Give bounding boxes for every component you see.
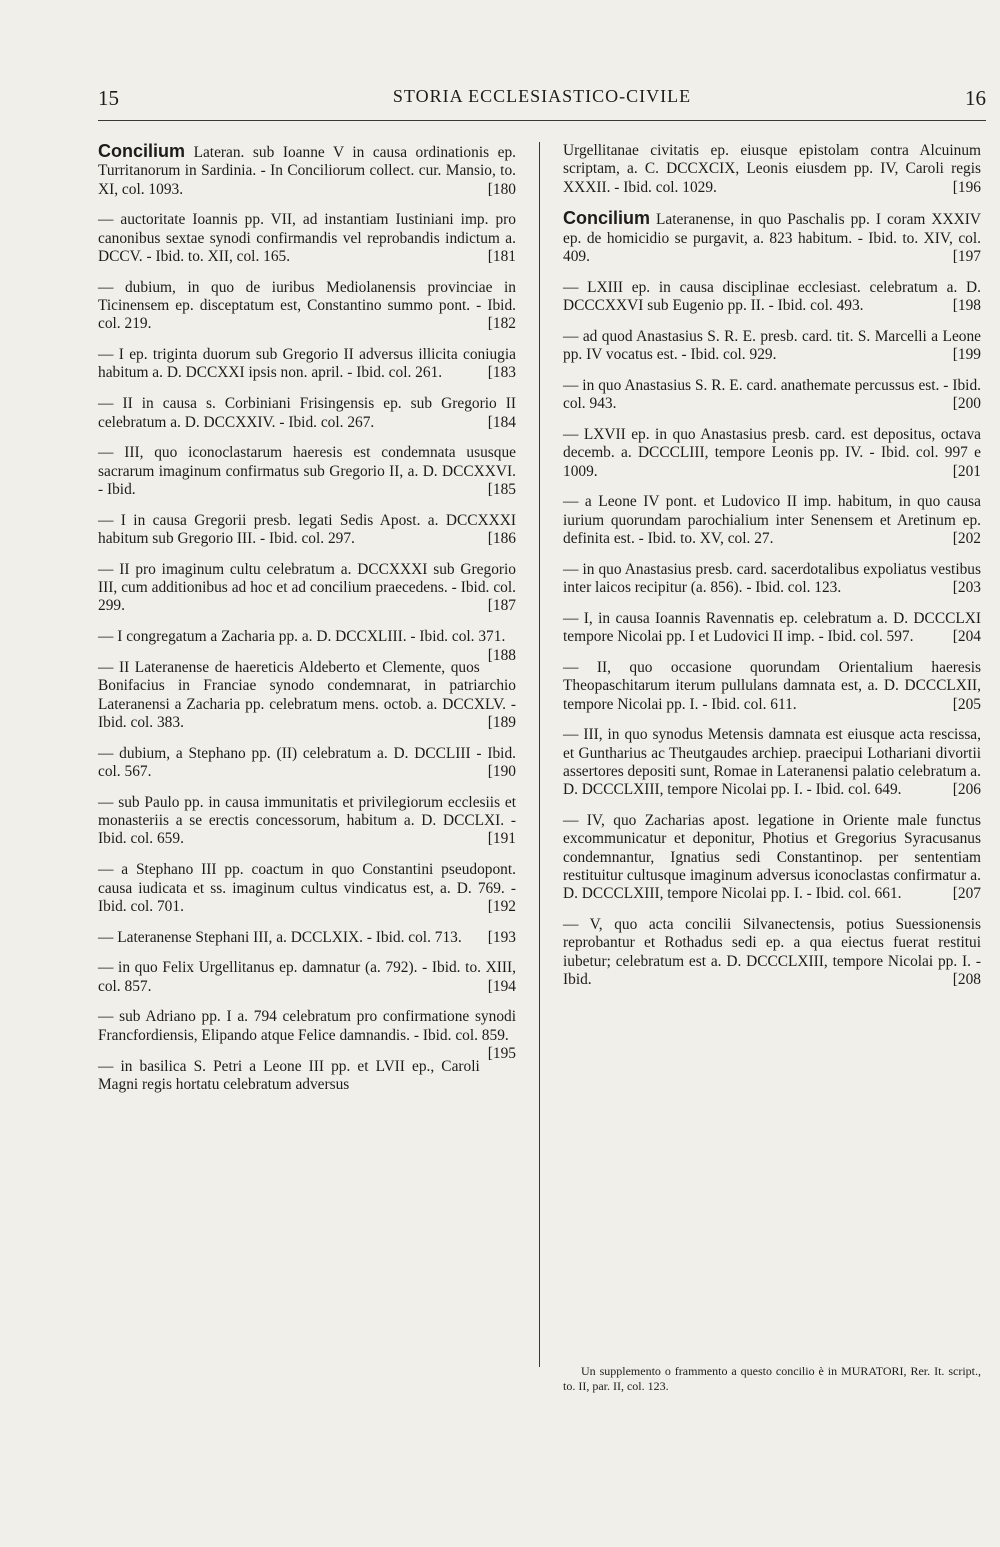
entry-reference-number: [192 bbox=[487, 897, 516, 915]
entry-reference-number: [193 bbox=[487, 928, 516, 946]
entry-text: — IV, quo Zacharias apost. legatione in Oriente male functus excommunicatur et deponitur, Photius et Gregorius Syracusanus condemnantur, Ignatius sedi Constantinop. per sententiam restituitur cultusque imaginum adversus iconoclastas confirmatur a. D. DCCCLXIII, tempore Nicolai pp. I. - Ibid. col. 661. bbox=[563, 812, 981, 903]
entry-reference-number: [196 bbox=[952, 178, 981, 196]
entry-reference-number: [191 bbox=[487, 830, 516, 848]
page-number-right: 16 bbox=[965, 86, 986, 110]
entry-text: — ad quod Anastasius S. R. E. presb. card. tit. S. Marcelli a Leone pp. IV vocatus est. - Ibid. col. 929. bbox=[563, 327, 981, 364]
entry-reference-number: [184 bbox=[487, 413, 516, 431]
entry-reference-number: [205 bbox=[952, 695, 981, 713]
index-entry bbox=[563, 142, 981, 197]
entry-text: — dubium, in quo de iuribus Mediolanensis provinciae in Ticinensem ep. disceptatum est, Constantino summo pont. - Ibid. col. 219. bbox=[98, 278, 516, 333]
index-entry bbox=[563, 916, 981, 989]
index-entry bbox=[98, 444, 516, 499]
page-number-left: 15 bbox=[98, 86, 119, 110]
entry-reference-number: [197 bbox=[952, 247, 981, 265]
entry-reference-number: [189 bbox=[487, 713, 516, 731]
entry-reference-number: [182 bbox=[487, 315, 516, 333]
entry-reference-number: [200 bbox=[952, 395, 981, 413]
entry-reference-number: [183 bbox=[487, 364, 516, 382]
entry-text: — in quo Anastasius S. R. E. card. anathemate percussus est. - Ibid. col. 943. bbox=[563, 376, 981, 413]
index-entry bbox=[98, 395, 516, 432]
index-entry bbox=[563, 328, 981, 365]
index-entry bbox=[98, 861, 516, 916]
entry-reference-number: [207 bbox=[952, 885, 981, 903]
left-column bbox=[98, 142, 516, 1107]
entry-reference-number: [198 bbox=[952, 297, 981, 315]
index-entry bbox=[98, 745, 516, 782]
entry-reference-number: [185 bbox=[487, 480, 516, 498]
running-header bbox=[98, 86, 986, 116]
index-entry bbox=[563, 561, 981, 598]
entry-reference-number: [194 bbox=[487, 977, 516, 995]
footnote-text: Un supplemento o frammento a questo concilio è in MURATORI, Rer. It. script., to. II, par. II, col. 123. bbox=[563, 1364, 981, 1393]
column-divider bbox=[539, 142, 540, 1367]
entry-text: — II Lateranense de haereticis Aldeberto et Clemente, quos Bonifacius in Franciae synodo condemnarat, in patriarchio Lateranensi a Zacharia pp. celebratum mens. octob. a. DCCXLV. - Ibid. col. 383. bbox=[98, 659, 516, 731]
index-entry bbox=[98, 628, 516, 664]
entry-text: — V, quo acta concilii Silvanectensis, potius Suessionensis reprobantur et Rothadus sedi ep. a qua eiectus fuerat restitui iubetur; celebratum est a. D. DCCCLXIII, tempore Nicolai pp. I. - Ibid. bbox=[563, 916, 981, 988]
entry-reference-number: [202 bbox=[952, 530, 981, 548]
entry-reference-number: [199 bbox=[952, 346, 981, 364]
index-entry bbox=[98, 561, 516, 616]
index-entry bbox=[563, 812, 981, 903]
index-entry bbox=[98, 959, 516, 996]
right-column bbox=[563, 142, 981, 1002]
entry-text: — I congregatum a Zacharia pp. a. D. DCCXLIII. - Ibid. col. 371. bbox=[98, 628, 506, 646]
entry-text: — I, in causa Ioannis Ravennatis ep. celebratum a. D. DCCCLXI tempore Nicolai pp. I et Ludovici II imp. - Ibid. col. 597. bbox=[563, 609, 981, 646]
entry-text: — a Stephano III pp. coactum in quo Constantini pseudopont. causa iudicata et ss. imaginum cultus vindicatus est, a. D. 769. - Ibid. col. 701. bbox=[98, 861, 516, 915]
footnote bbox=[563, 1364, 981, 1394]
entry-text: — dubium, a Stephano pp. (II) celebratum a. D. DCCLIII - Ibid. col. 567. bbox=[98, 744, 516, 781]
index-entry bbox=[563, 610, 981, 647]
entry-text: — a Leone IV pont. et Ludovico II imp. habitum, in quo causa iurium quorundam parochialium inter Senensem et Aretinum ep. definita est. - Ibid. to. XV, col. 27. bbox=[563, 493, 981, 548]
index-entry bbox=[98, 1058, 516, 1095]
entry-headword: Concilium bbox=[563, 208, 651, 229]
entry-text: — Lateranense Stephani III, a. DCCLXIX. - Ibid. col. 713. bbox=[98, 928, 462, 946]
entry-text: — III, in quo synodus Metensis damnata est eiusque acta rescissa, et Guntharius ac Theutgaudes archiep. praecipui Lothariani divortii assertores depositi sunt, Romae in Lateranensi palatio celebratum a. D. DCCCLXIII, tempore Nicolai pp. I. - Ibid. col. 649. bbox=[563, 726, 981, 799]
index-entry bbox=[563, 377, 981, 414]
header-rule bbox=[98, 120, 986, 121]
entry-reference-number: [181 bbox=[487, 247, 516, 265]
index-entry bbox=[563, 659, 981, 714]
entry-text: — III, quo iconoclastarum haeresis est condemnata ususque sacrarum imaginum confirmatus sub Gregorio II, a. D. DCCXXVI. - Ibid. bbox=[98, 444, 516, 498]
entry-text: — auctoritate Ioannis pp. VII, ad instantiam Iustiniani imp. pro canonibus sextae synodi confirmandis vel reprobandis indictum a. DCCV. - Ibid. to. XII, col. 165. bbox=[98, 211, 516, 265]
entry-reference-number: [186 bbox=[487, 530, 516, 548]
entry-text: — I ep. triginta duorum sub Gregorio II adversus illicita coniugia habitum a. D. DCCXXI ipsis non. april. - Ibid. col. 261. bbox=[98, 346, 516, 382]
entry-text: — II, quo occasione quorundam Orientalium haeresis Theopaschitarum iterum pullulans damnata est, a. D. DCCCLXII, tempore Nicolai pp. I. - Ibid. col. 611. bbox=[563, 659, 981, 713]
entry-reference-number: [188 bbox=[487, 646, 516, 664]
entry-reference-number: [206 bbox=[952, 781, 981, 799]
index-entry bbox=[98, 929, 516, 947]
entry-reference-number: [190 bbox=[487, 763, 516, 781]
entry-text: — in basilica S. Petri a Leone III pp. et LVII ep., Caroli Magni regis hortatu celebratum adversus bbox=[98, 1057, 480, 1093]
entry-text: — sub Adriano pp. I a. 794 celebratum pro confirmatione synodi Francfordiensis, Elipando atque Felice damnandis. - Ibid. col. 859. bbox=[98, 1008, 516, 1044]
entry-text: — II in causa s. Corbiniani Frisingensis ep. sub Gregorio II celebratum a. D. DCCXXIV. - Ibid. col. 267. bbox=[98, 395, 516, 431]
index-entry bbox=[563, 493, 981, 548]
entry-headword: Concilium bbox=[98, 141, 186, 161]
entry-text: — I in causa Gregorii presb. legati Sedis Apost. a. DCCXXXI habitum sub Gregorio III. - Ibid. col. 297. bbox=[98, 511, 516, 548]
index-entry bbox=[98, 512, 516, 549]
index-entry bbox=[98, 794, 516, 849]
entry-reference-number: [208 bbox=[952, 970, 981, 988]
entry-reference-number: [203 bbox=[952, 579, 981, 597]
entry-reference-number: [187 bbox=[487, 597, 516, 615]
entry-text: — in quo Anastasius presb. card. sacerdotalibus expoliatus vestibus inter laicos recipitur (a. 856). - Ibid. col. 123. bbox=[563, 560, 981, 597]
entry-reference-number: [204 bbox=[952, 628, 981, 646]
index-entry bbox=[563, 209, 981, 266]
entry-text: Lateranense, in quo Paschalis pp. I coram XXXIV ep. de homicidio se purgavit, a. 823 habitum. - Ibid. to. XIV, col. 409. bbox=[563, 211, 981, 265]
entry-text: — II pro imaginum cultu celebratum a. DCCXXXI sub Gregorio III, cum additionibus ad hoc et ad concilium praecedens. - Ibid. col. 299. bbox=[98, 560, 516, 615]
entry-reference-number: [195 bbox=[487, 1045, 516, 1063]
entry-text: — LXIII ep. in causa disciplinae ecclesiast. celebratum a. D. DCCCXXVI sub Eugenio pp. II. - Ibid. col. 493. bbox=[563, 278, 981, 315]
entry-reference-number: [201 bbox=[952, 462, 981, 480]
index-entry bbox=[98, 659, 516, 732]
entry-text: — in quo Felix Urgellitanus ep. damnatur (a. 792). - Ibid. to. XIII, col. 857. bbox=[98, 959, 516, 995]
entry-text: — LXVII ep. in quo Anastasius presb. card. est depositus, octava decemb. a. DCCCLIII, tempore Leonis pp. IV. - Ibid. col. 997 e 1009. bbox=[563, 426, 981, 480]
entry-text: — sub Paulo pp. in causa immunitatis et privilegiorum ecclesiis et monasteriis a se erectis concessorum, habitum a. D. DCCLXI. - Ibid. col. 659. bbox=[98, 793, 516, 848]
index-entry bbox=[98, 279, 516, 334]
index-entry bbox=[563, 426, 981, 481]
index-entry bbox=[98, 142, 516, 199]
entry-text: Lateran. sub Ioanne V in causa ordinationis ep. Turritanorum in Sardinia. - In Conciliorum collect. cur. Mansio, to. XI, col. 1093. bbox=[98, 144, 516, 198]
index-entry bbox=[98, 1008, 516, 1063]
index-entry bbox=[563, 279, 981, 316]
index-entry bbox=[98, 346, 516, 383]
entry-reference-number: [180 bbox=[487, 180, 516, 198]
index-entry bbox=[563, 726, 981, 799]
entry-text: Urgellitanae civitatis ep. eiusque epistolam contra Alcuinum scriptam, a. C. DCCXCIX, Leonis eiusdem pp. IV, Caroli regis XXXII. - Ibid. col. 1029. bbox=[563, 142, 981, 196]
index-entry bbox=[98, 211, 516, 266]
running-title: STORIA ECCLESIASTICO-CIVILE bbox=[392, 86, 692, 106]
